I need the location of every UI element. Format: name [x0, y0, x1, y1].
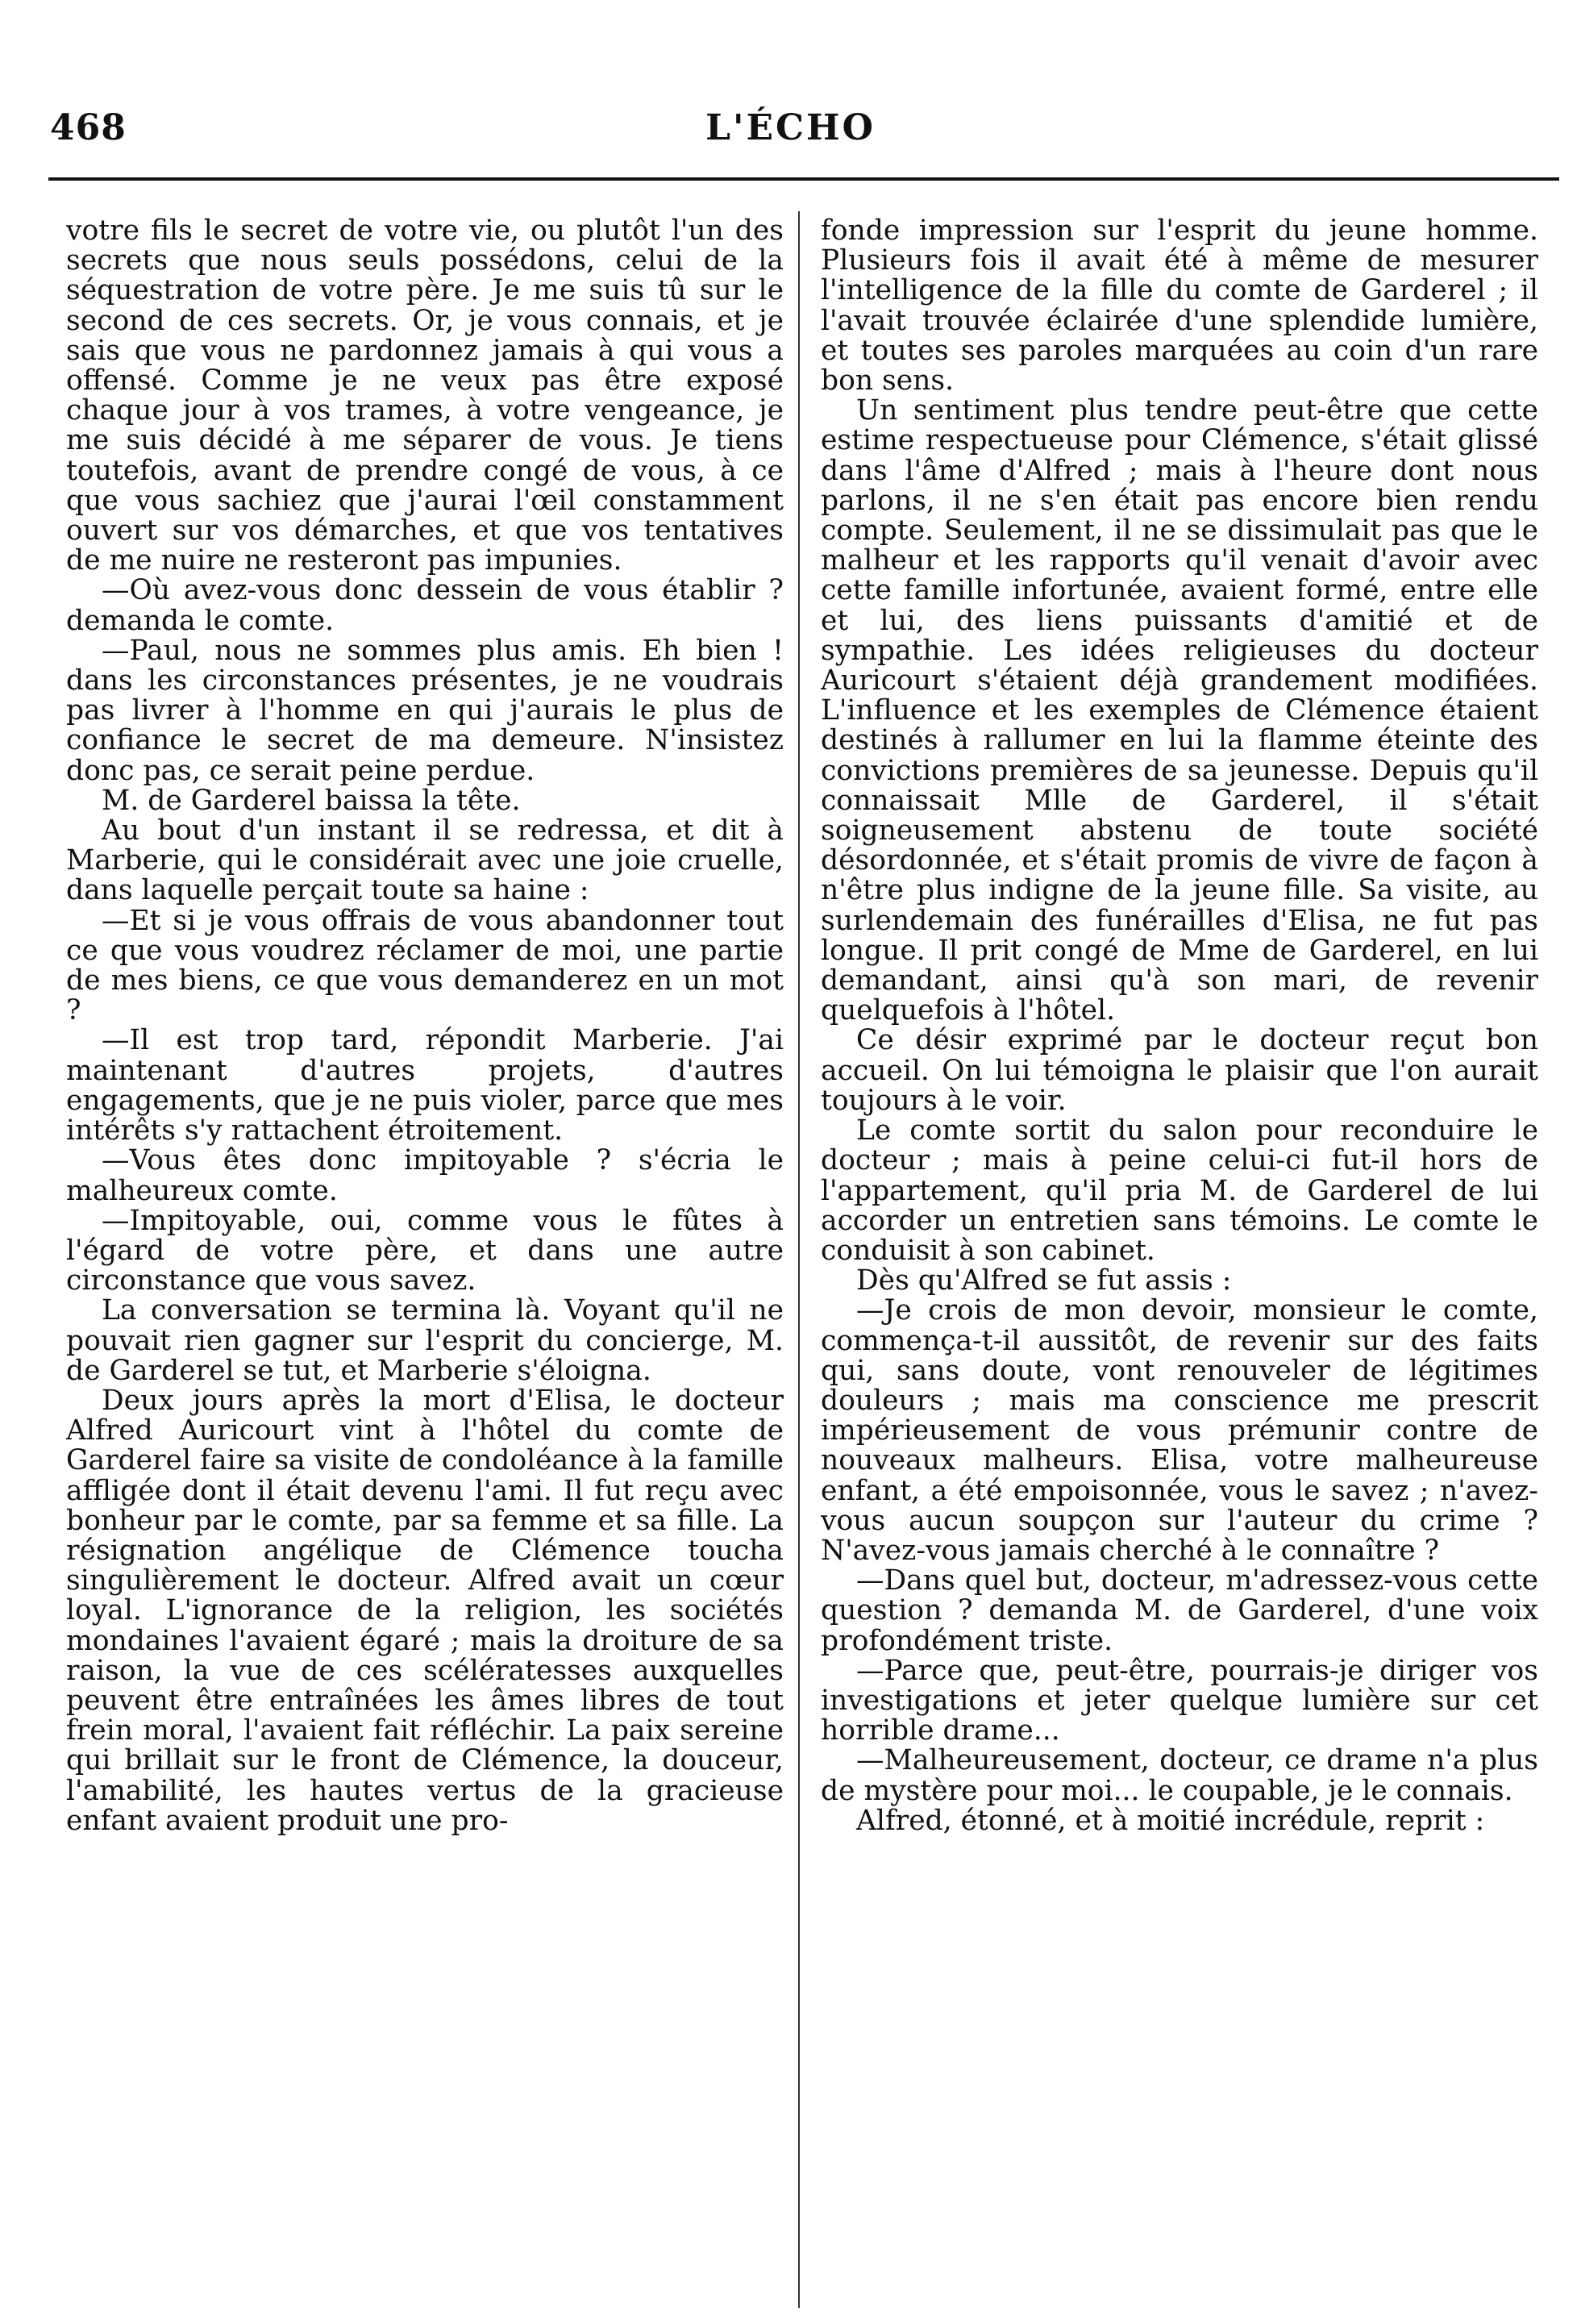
- paragraph: —Vous êtes donc impitoyable ? s'écria le malheureux comte.: [66, 1144, 784, 1207]
- left-column: [66, 216, 784, 2305]
- paragraph: —Parce que, peut-être, pourrais-je diriger vos investigations et jeter quelque lumière sur cet horrible drame...: [821, 1654, 1538, 1747]
- header-rule: [48, 177, 1559, 181]
- right-column: [821, 216, 1538, 2305]
- paragraph: fonde impression sur l'esprit du jeune homme. Plusieurs fois il avait été à même de mesurer l'intelligence de la fille du comte de Garderel ; il l'avait trouvée éclairée d'une splendide lumière, et toutes ses paroles marquées au coin d'un rare bon sens.: [821, 216, 1538, 398]
- column-divider: [798, 211, 800, 2308]
- paragraph: Deux jours après la mort d'Elisa, le docteur Alfred Auricourt vint à l'hôtel du comte de Garderel faire sa visite de condoléance à la famille affligée dont il était devenu l'ami. Il fut reçu avec bonheur par le comte, par sa femme et sa fille. La résignation angélique de Clémence toucha singulièrement le docteur. Alfred avait un cœur loyal. L'ignorance de la religion, les sociétés mondaines l'avaient égaré ; mais la droiture de sa raison, la vue de ces scélératesses auxquelles peuvent être entraînées les âmes libres de tout frein moral, l'avaient fait réfléchir. La paix sereine qui brillait sur le front de Clémence, la douceur, l'amabilité, les hautes vertus de la gracieuse enfant avaient produit une pro-: [66, 1384, 784, 1837]
- page-number: 468: [50, 107, 127, 148]
- paragraph: —Paul, nous ne sommes plus amis. Eh bien ! dans les circonstances présentes, je ne voudrais pas livrer à l'homme en qui j'aurais le plus de confiance le secret de ma demeure. N'insistez donc pas, ce serait peine perdue.: [66, 634, 784, 787]
- paragraph: La conversation se termina là. Voyant qu'il ne pouvait rien gagner sur l'esprit du concierge, M. de Garderel se tut, et Marberie s'éloigna.: [66, 1294, 784, 1387]
- paragraph: —Malheureusement, docteur, ce drame n'a plus de mystère pour moi... le coupable, je le connais.: [821, 1744, 1538, 1807]
- paragraph: M. de Garderel baissa la tête.: [102, 784, 521, 817]
- running-title: L'ÉCHO: [705, 107, 876, 148]
- paragraph: Au bout d'un instant il se redressa, et dit à Marberie, qui le considérait avec une joie cruelle, dans laquelle perçait toute sa haine :: [66, 814, 784, 907]
- paragraph: Alfred, étonné, et à moitié incrédule, reprit :: [856, 1804, 1485, 1837]
- paragraph: —Il est trop tard, répondit Marberie. J'ai maintenant d'autres projets, d'autres engagements, que je ne puis violer, parce que mes intérêts s'y rattachent étroitement.: [66, 1024, 784, 1147]
- paragraph: —Où avez-vous donc dessein de vous établir ? demanda le comte.: [66, 574, 784, 637]
- paragraph: Le comte sortit du salon pour reconduire le docteur ; mais à peine celui-ci fut-il hors de l'appartement, qu'il pria M. de Garderel de lui accorder un entretien sans témoins. Le comte le conduisit à son cabinet.: [821, 1114, 1538, 1267]
- paragraph: Un sentiment plus tendre peut-être que cette estime respectueuse pour Clémence, s'était glissé dans l'âme d'Alfred ; mais à l'heure dont nous parlons, il ne s'en était pas encore bien rendu compte. Seulement, il ne se dissimulait pas que le malheur et les rapports qu'il venait d'avoir avec cette famille infortunée, avaient formé, entre elle et lui, des liens puissants d'amitié et de sympathie. Les idées religieuses du docteur Auricourt s'étaient déjà grandement modifiées. L'influence et les exemples de Clémence étaient destinés à rallumer en lui la flamme éteinte des convictions premières de sa jeunesse. Depuis qu'il connaissait Mlle de Garderel, il s'était soigneusement abstenu de toute société désordonnée, et s'était promis de vivre de façon à n'être plus indigne de la jeune fille. Sa visite, au surlendemain des funérailles d'Elisa, ne fut pas longue. Il prit congé de Mme de Garderel, en lui demandant, ainsi qu'à son mari, de revenir quelquefois à l'hôtel.: [821, 394, 1538, 1027]
- paragraph: votre fils le secret de votre vie, ou plutôt l'un des secrets que nous seuls possédons, celui de la séquestration de votre père. Je me suis tû sur le second de ces secrets. Or, je vous connais, et je sais que vous ne pardonnez jamais à qui vous a offensé. Comme je ne veux pas être exposé chaque jour à vos trames, à votre vengeance, je me suis décidé à me séparer de vous. Je tiens toutefois, avant de prendre congé de vous, à ce que vous sachiez que j'aurai l'œil constamment ouvert sur vos démarches, et que vos tentatives de me nuire ne resteront pas impunies.: [66, 216, 784, 577]
- paragraph: —Je crois de mon devoir, monsieur le comte, commença-t-il aussitôt, de revenir sur des faits qui, sans doute, vont renouveler de légitimes douleurs ; mais ma conscience me prescrit impérieusement de vous prémunir contre de nouveaux malheurs. Elisa, votre malheureuse enfant, a été empoisonnée, vous le savez ; n'avez-vous aucun soupçon sur l'auteur du crime ? N'avez-vous jamais cherché à le connaître ?: [821, 1294, 1538, 1567]
- paragraph: Ce désir exprimé par le docteur reçut bon accueil. On lui témoigna le plaisir que l'on aurait toujours à le voir.: [821, 1024, 1538, 1117]
- paragraph: —Impitoyable, oui, comme vous le fûtes à l'égard de votre père, et dans une autre circonstance que vous savez.: [66, 1204, 784, 1297]
- paragraph: —Dans quel but, docteur, m'adressez-vous cette question ? demanda M. de Garderel, d'une voix profondément triste.: [821, 1564, 1538, 1657]
- paragraph: —Et si je vous offrais de vous abandonner tout ce que vous voudrez réclamer de moi, une partie de mes biens, ce que vous demanderez en un mot ?: [66, 904, 784, 1027]
- paragraph: Dès qu'Alfred se fut assis :: [856, 1264, 1232, 1297]
